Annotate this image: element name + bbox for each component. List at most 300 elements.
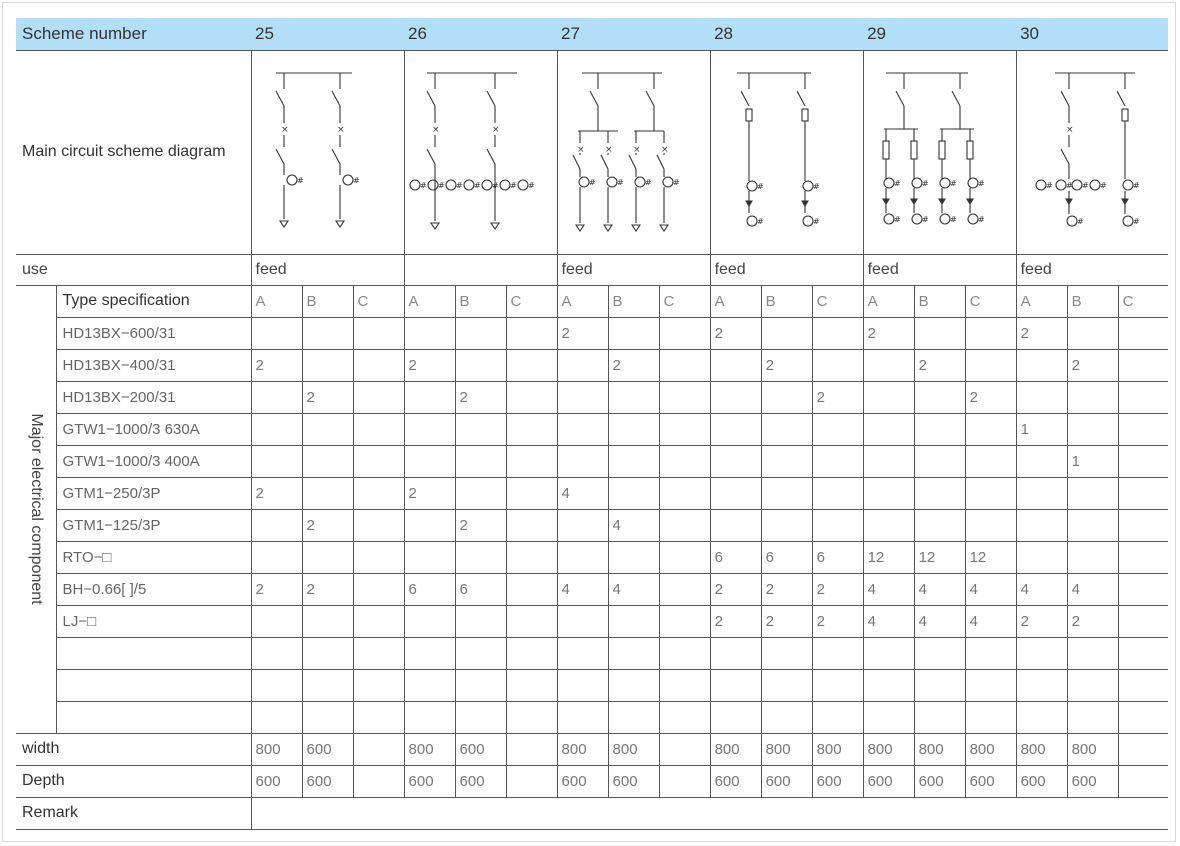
breaker-mark-icon: × [280, 124, 289, 135]
component-quantity [251, 541, 302, 573]
component-quantity [812, 669, 863, 701]
component-quantity [251, 637, 302, 669]
component-quantity [863, 509, 914, 541]
component-quantity [404, 381, 455, 413]
component-quantity [608, 413, 659, 445]
component-row [16, 701, 1168, 733]
switch-blade [590, 91, 598, 106]
component-quantity [863, 669, 914, 701]
component-quantity: 1 [1016, 413, 1067, 445]
fuse-icon [967, 141, 973, 159]
component-quantity [1067, 669, 1118, 701]
ct-ring-icon [635, 177, 645, 187]
ct-mark-icon: # [977, 214, 985, 224]
component-quantity [1118, 349, 1168, 381]
component-row [16, 381, 1168, 413]
depth-value: 600 [302, 765, 353, 797]
component-quantity [965, 477, 1016, 509]
component-quantity [965, 445, 1016, 477]
use-value: feed [863, 254, 1016, 285]
component-quantity [659, 605, 710, 637]
component-quantity [506, 509, 557, 541]
diagram-row [16, 50, 1168, 254]
width-value [659, 733, 710, 765]
use-value: feed [1016, 254, 1168, 285]
switch-blade [332, 149, 340, 164]
component-quantity [1016, 349, 1067, 381]
component-quantity: 4 [863, 573, 914, 605]
switch-blade [573, 155, 580, 169]
ct-ring-icon [1072, 180, 1082, 190]
component-quantity: 2 [608, 349, 659, 381]
component-quantity [302, 445, 353, 477]
ct-mark-icon: # [1099, 180, 1107, 190]
width-value: 600 [455, 733, 506, 765]
component-quantity [659, 317, 710, 349]
component-quantity [506, 701, 557, 733]
circuit-diagram-29-svg [864, 51, 1017, 254]
scheme-number-label: Scheme number [16, 18, 251, 50]
component-quantity [1016, 509, 1067, 541]
switch-blade [896, 91, 904, 106]
component-quantity [1016, 477, 1067, 509]
width-value: 800 [404, 733, 455, 765]
width-value: 800 [914, 733, 965, 765]
circuit-diagram-26 [404, 50, 557, 254]
width-value [1118, 733, 1168, 765]
diagram-label: Main circuit scheme diagram [16, 50, 251, 254]
component-quantity: 6 [455, 573, 506, 605]
width-value: 800 [251, 733, 302, 765]
component-quantity [557, 445, 608, 477]
depth-value: 600 [404, 765, 455, 797]
component-quantity [659, 349, 710, 381]
sub-column-header: B [1067, 285, 1118, 317]
circuit-diagram-28-svg [711, 51, 864, 254]
depth-value [353, 765, 404, 797]
breaker-mark-icon: × [491, 124, 500, 135]
component-quantity [557, 637, 608, 669]
component-quantity [812, 637, 863, 669]
breaker-mark-icon: × [660, 144, 669, 155]
ct-mark-icon: # [1065, 180, 1073, 190]
cable-end-icon [660, 225, 668, 231]
component-quantity [353, 701, 404, 733]
component-quantity [506, 445, 557, 477]
component-quantity [1067, 381, 1118, 413]
component-quantity [659, 637, 710, 669]
component-quantity: 6 [710, 541, 761, 573]
scheme-28-header: 28 [710, 18, 863, 50]
component-quantity [761, 413, 812, 445]
component-name: GTM1−125/3P [56, 509, 251, 541]
switch-blade [797, 91, 805, 106]
component-quantity [659, 509, 710, 541]
component-quantity [761, 669, 812, 701]
width-value [353, 733, 404, 765]
component-quantity [455, 413, 506, 445]
component-quantity [863, 701, 914, 733]
sub-column-header: B [914, 285, 965, 317]
component-quantity [761, 381, 812, 413]
depth-row [16, 765, 1168, 797]
component-quantity: 2 [302, 381, 353, 413]
component-quantity: 2 [404, 477, 455, 509]
switch-blade [1117, 91, 1125, 106]
component-quantity [1118, 637, 1168, 669]
component-quantity [557, 701, 608, 733]
ct-mark-icon: # [1076, 216, 1084, 226]
component-quantity [353, 445, 404, 477]
circuit-diagram-28 [710, 50, 863, 254]
ct-ring-icon [464, 180, 474, 190]
component-quantity [251, 445, 302, 477]
sub-column-header: B [302, 285, 353, 317]
component-quantity [1118, 477, 1168, 509]
sub-column-header: A [251, 285, 302, 317]
component-quantity [1016, 445, 1067, 477]
component-quantity [455, 477, 506, 509]
component-quantity [914, 509, 965, 541]
component-quantity [710, 381, 761, 413]
ct-ring-icon [747, 181, 757, 191]
component-quantity [353, 605, 404, 637]
cable-end-icon [491, 223, 499, 229]
component-quantity [659, 445, 710, 477]
component-row [16, 413, 1168, 445]
ct-mark-icon: # [921, 214, 929, 224]
ct-ring-icon [968, 178, 978, 188]
switch-blade [427, 91, 435, 106]
ct-ring-icon [428, 180, 438, 190]
component-quantity [761, 701, 812, 733]
component-quantity: 2 [965, 381, 1016, 413]
switch-blade [1061, 91, 1069, 106]
ct-ring-icon [1067, 216, 1077, 226]
component-quantity [353, 317, 404, 349]
component-quantity [302, 605, 353, 637]
component-quantity [506, 477, 557, 509]
component-row [16, 349, 1168, 381]
component-quantity [506, 541, 557, 573]
circuit-diagram-27 [557, 50, 710, 254]
depth-value: 600 [914, 765, 965, 797]
circuit-diagram-25-svg [252, 51, 405, 254]
component-quantity [965, 669, 1016, 701]
component-quantity [608, 701, 659, 733]
component-quantity [455, 669, 506, 701]
circuit-diagram-25 [251, 50, 404, 254]
component-quantity [659, 413, 710, 445]
component-quantity [1118, 669, 1168, 701]
component-quantity: 4 [863, 605, 914, 637]
component-quantity [353, 349, 404, 381]
component-quantity [914, 445, 965, 477]
component-quantity [965, 413, 1016, 445]
component-quantity [353, 541, 404, 573]
sub-column-header: A [1016, 285, 1067, 317]
scheme-27-header: 27 [557, 18, 710, 50]
cable-end-icon [280, 221, 288, 227]
fuse-icon [802, 109, 808, 121]
component-quantity [1118, 541, 1168, 573]
switch-blade [276, 91, 284, 106]
component-quantity [455, 349, 506, 381]
ct-mark-icon: # [977, 178, 985, 188]
ct-ring-icon [343, 175, 353, 185]
component-row [16, 445, 1168, 477]
ct-mark-icon: # [756, 181, 764, 191]
width-value: 800 [812, 733, 863, 765]
depth-value: 600 [251, 765, 302, 797]
cable-end-icon [336, 221, 344, 227]
component-quantity [251, 381, 302, 413]
ct-mark-icon: # [644, 177, 652, 187]
component-quantity [761, 509, 812, 541]
depth-value [1118, 765, 1168, 797]
ct-ring-icon [940, 178, 950, 188]
depth-label: Depth [16, 765, 251, 797]
component-quantity: 2 [761, 573, 812, 605]
ct-mark-icon: # [672, 177, 680, 187]
component-quantity [302, 541, 353, 573]
switch-blade [657, 155, 664, 169]
component-quantity [965, 509, 1016, 541]
component-quantity: 4 [1067, 573, 1118, 605]
ct-ring-icon [410, 180, 420, 190]
component-quantity: 2 [1067, 605, 1118, 637]
component-name: GTM1−250/3P [56, 477, 251, 509]
width-value: 800 [608, 733, 659, 765]
depth-value: 600 [1016, 765, 1067, 797]
type-spec-row [16, 285, 1168, 317]
use-value: feed [251, 254, 404, 285]
component-quantity: 12 [914, 541, 965, 573]
component-name: HD13BX−600/31 [56, 317, 251, 349]
component-quantity [302, 477, 353, 509]
component-name [56, 701, 251, 733]
circuit-diagram-30-svg [1017, 51, 1169, 254]
ct-ring-icon [912, 178, 922, 188]
component-quantity: 2 [812, 573, 863, 605]
component-quantity: 4 [914, 573, 965, 605]
width-value: 800 [761, 733, 812, 765]
component-quantity [404, 445, 455, 477]
ct-mark-icon: # [1081, 180, 1089, 190]
component-quantity [506, 413, 557, 445]
component-quantity [557, 509, 608, 541]
component-quantity [302, 669, 353, 701]
ct-mark-icon: # [812, 216, 820, 226]
component-quantity [761, 477, 812, 509]
component-quantity [659, 669, 710, 701]
ct-ring-icon [968, 214, 978, 224]
component-quantity: 2 [710, 317, 761, 349]
component-quantity: 2 [455, 509, 506, 541]
scheme-25-header: 25 [251, 18, 404, 50]
breaker-mark-icon: × [1065, 124, 1074, 135]
component-quantity [455, 541, 506, 573]
ct-ring-icon [1123, 180, 1133, 190]
sub-column-header: C [1118, 285, 1168, 317]
switch-blade [1061, 149, 1069, 164]
switch-blade [487, 149, 495, 164]
width-value: 800 [863, 733, 914, 765]
component-quantity [404, 541, 455, 573]
component-quantity [1067, 541, 1118, 573]
depth-value: 600 [608, 765, 659, 797]
sub-column-header: A [710, 285, 761, 317]
component-quantity: 6 [761, 541, 812, 573]
component-quantity [1067, 477, 1118, 509]
component-quantity: 2 [761, 349, 812, 381]
component-quantity [659, 701, 710, 733]
component-quantity: 2 [710, 605, 761, 637]
use-value: feed [710, 254, 863, 285]
component-quantity [659, 477, 710, 509]
ct-ring-icon [803, 216, 813, 226]
component-name: BH−0.66[ ]/5 [56, 573, 251, 605]
component-quantity [455, 317, 506, 349]
component-quantity [1118, 701, 1168, 733]
ct-mark-icon: # [527, 180, 535, 190]
component-quantity [1067, 637, 1118, 669]
component-quantity [1067, 317, 1118, 349]
ct-mark-icon: # [949, 178, 957, 188]
cable-end-icon [632, 225, 640, 231]
component-quantity: 2 [1016, 605, 1067, 637]
switch-blade [952, 91, 960, 106]
cable-end-icon [604, 225, 612, 231]
component-quantity [506, 605, 557, 637]
ct-mark-icon: # [491, 180, 499, 190]
ct-mark-icon: # [921, 178, 929, 188]
depth-value [506, 765, 557, 797]
component-quantity [1016, 381, 1067, 413]
component-quantity [353, 669, 404, 701]
component-quantity: 12 [965, 541, 1016, 573]
ct-mark-icon: # [588, 177, 596, 187]
switch-blade [629, 155, 636, 169]
switch-blade [646, 91, 654, 106]
ct-ring-icon [482, 180, 492, 190]
component-quantity [812, 349, 863, 381]
component-quantity [965, 317, 1016, 349]
sub-column-header: A [404, 285, 455, 317]
component-quantity [455, 637, 506, 669]
use-value [404, 254, 557, 285]
component-quantity [353, 573, 404, 605]
component-quantity: 6 [404, 573, 455, 605]
ct-ring-icon [884, 214, 894, 224]
component-quantity [710, 477, 761, 509]
component-quantity: 4 [965, 605, 1016, 637]
component-quantity [557, 381, 608, 413]
component-quantity [1118, 413, 1168, 445]
component-quantity [710, 509, 761, 541]
component-quantity: 2 [251, 573, 302, 605]
remark-value [251, 797, 1168, 829]
component-quantity [1016, 669, 1067, 701]
component-quantity [710, 637, 761, 669]
component-name [56, 637, 251, 669]
component-name: RTO−□ [56, 541, 251, 573]
component-quantity [863, 445, 914, 477]
component-quantity: 2 [1067, 349, 1118, 381]
component-quantity [863, 477, 914, 509]
width-row [16, 733, 1168, 765]
component-quantity [353, 381, 404, 413]
component-quantity: 2 [1016, 317, 1067, 349]
component-quantity [1118, 445, 1168, 477]
component-quantity [404, 669, 455, 701]
ct-ring-icon [1036, 180, 1046, 190]
sub-column-header: C [659, 285, 710, 317]
scheme-table [16, 18, 1168, 830]
component-quantity [710, 413, 761, 445]
sub-column-header: B [761, 285, 812, 317]
width-value: 800 [965, 733, 1016, 765]
component-quantity [863, 381, 914, 413]
component-quantity [914, 381, 965, 413]
component-quantity [1118, 509, 1168, 541]
ct-ring-icon [607, 177, 617, 187]
ct-mark-icon: # [893, 214, 901, 224]
component-quantity: 4 [965, 573, 1016, 605]
ct-mark-icon: # [949, 214, 957, 224]
component-quantity: 2 [251, 477, 302, 509]
ct-ring-icon [940, 214, 950, 224]
component-quantity [455, 445, 506, 477]
component-quantity [710, 669, 761, 701]
use-label: use [16, 254, 251, 285]
width-value: 800 [1016, 733, 1067, 765]
depth-value: 600 [761, 765, 812, 797]
component-quantity [965, 701, 1016, 733]
component-quantity: 1 [1067, 445, 1118, 477]
component-quantity [251, 605, 302, 637]
ct-mark-icon: # [1132, 216, 1140, 226]
breaker-mark-icon: × [604, 144, 613, 155]
component-quantity: 2 [812, 605, 863, 637]
component-quantity [812, 317, 863, 349]
component-quantity [353, 637, 404, 669]
breaker-mark-icon: × [576, 144, 585, 155]
ct-mark-icon: # [352, 175, 360, 185]
component-quantity [353, 477, 404, 509]
ct-ring-icon [1123, 216, 1133, 226]
component-row [16, 605, 1168, 637]
component-quantity [557, 605, 608, 637]
component-quantity [1118, 573, 1168, 605]
component-quantity [812, 445, 863, 477]
component-name: HD13BX−200/31 [56, 381, 251, 413]
component-quantity [302, 413, 353, 445]
component-quantity [251, 701, 302, 733]
component-quantity [812, 413, 863, 445]
component-quantity: 2 [812, 381, 863, 413]
component-quantity: 2 [557, 317, 608, 349]
component-quantity [1118, 381, 1168, 413]
component-quantity: 4 [608, 509, 659, 541]
ct-ring-icon [1090, 180, 1100, 190]
component-quantity: 4 [914, 605, 965, 637]
depth-value [659, 765, 710, 797]
component-quantity: 2 [251, 349, 302, 381]
width-value: 800 [710, 733, 761, 765]
component-quantity: 2 [302, 509, 353, 541]
ct-ring-icon [287, 175, 297, 185]
